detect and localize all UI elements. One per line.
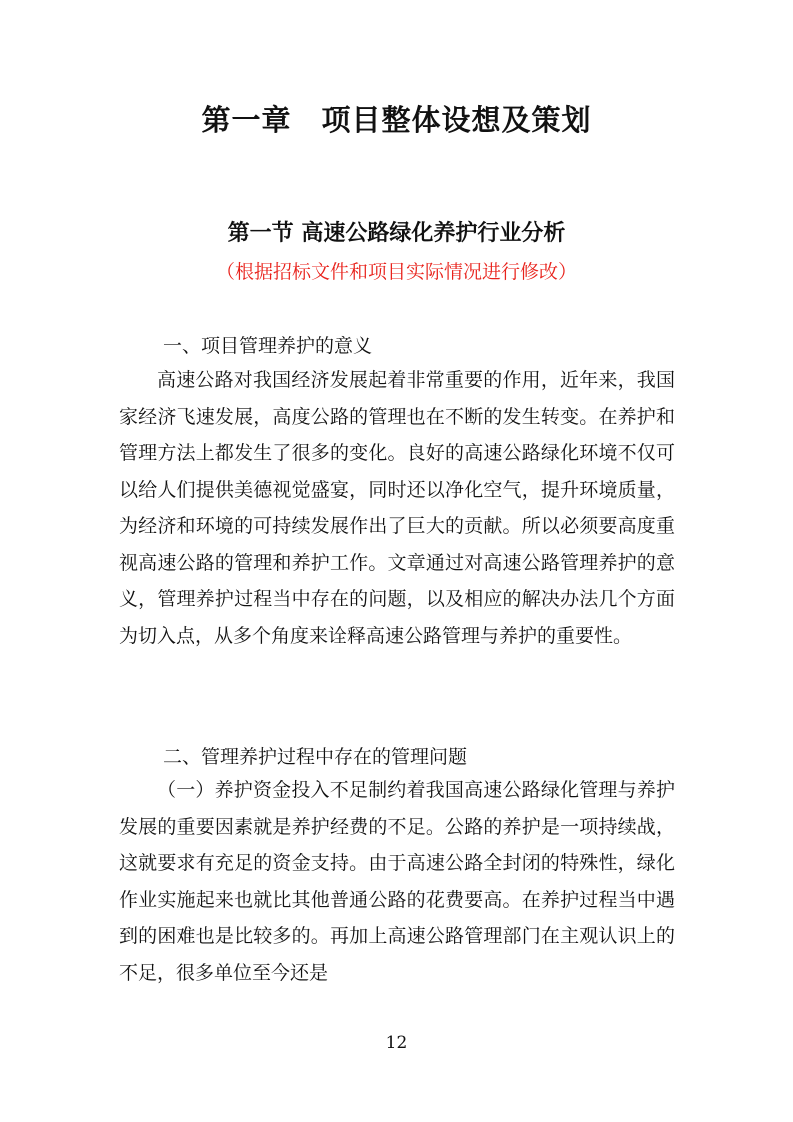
section-title: 第一节 高速公路绿化养护行业分析 <box>227 220 566 246</box>
heading-significance: 一、项目管理养护的意义 <box>163 335 373 357</box>
heading-problems: 二、管理养护过程中存在的管理问题 <box>163 746 468 768</box>
paragraph-problems: （一）养护资金投入不足制约着我国高速公路绿化管理与养护发展的重要因素就是养护经费的不足。公路的养护是一项持续战，这就要求有充足的资金支持。由于高速公路全封闭的特殊性，绿化作业实施起来也就比其他普通公路的花费要高。在养护过程当中遇到的困难也是比较多的。再加上高速公路管理部门在主观认识上的不足，很多单位至今还是 <box>119 779 675 984</box>
chapter-title: 第一章 项目整体设想及策划 <box>201 103 592 137</box>
page-number: 12 <box>385 1033 408 1053</box>
section-note: （根据招标文件和项目实际情况进行修改） <box>215 261 577 283</box>
paragraph-significance: 高速公路对我国经济发展起着非常重要的作用，近年来，我国家经济飞速发展，高度公路的管理也在不断的发生转变。在养护和管理方法上都发生了很多的变化。良好的高速公路绿化环境不仅可以给人们提供美德视觉盛宴，同时还以净化空气，提升环境质量，为经济和环境的可持续发展作出了巨大的贡献。所以必须要高度重视高速公路的管理和养护工作。文章通过对高速公路管理养护的意义，管理养护过程当中存在的问题，以及相应的解决办法几个方面为切入点，从多个角度来诠释高速公路管理与养护的重要性。 <box>119 369 675 647</box>
